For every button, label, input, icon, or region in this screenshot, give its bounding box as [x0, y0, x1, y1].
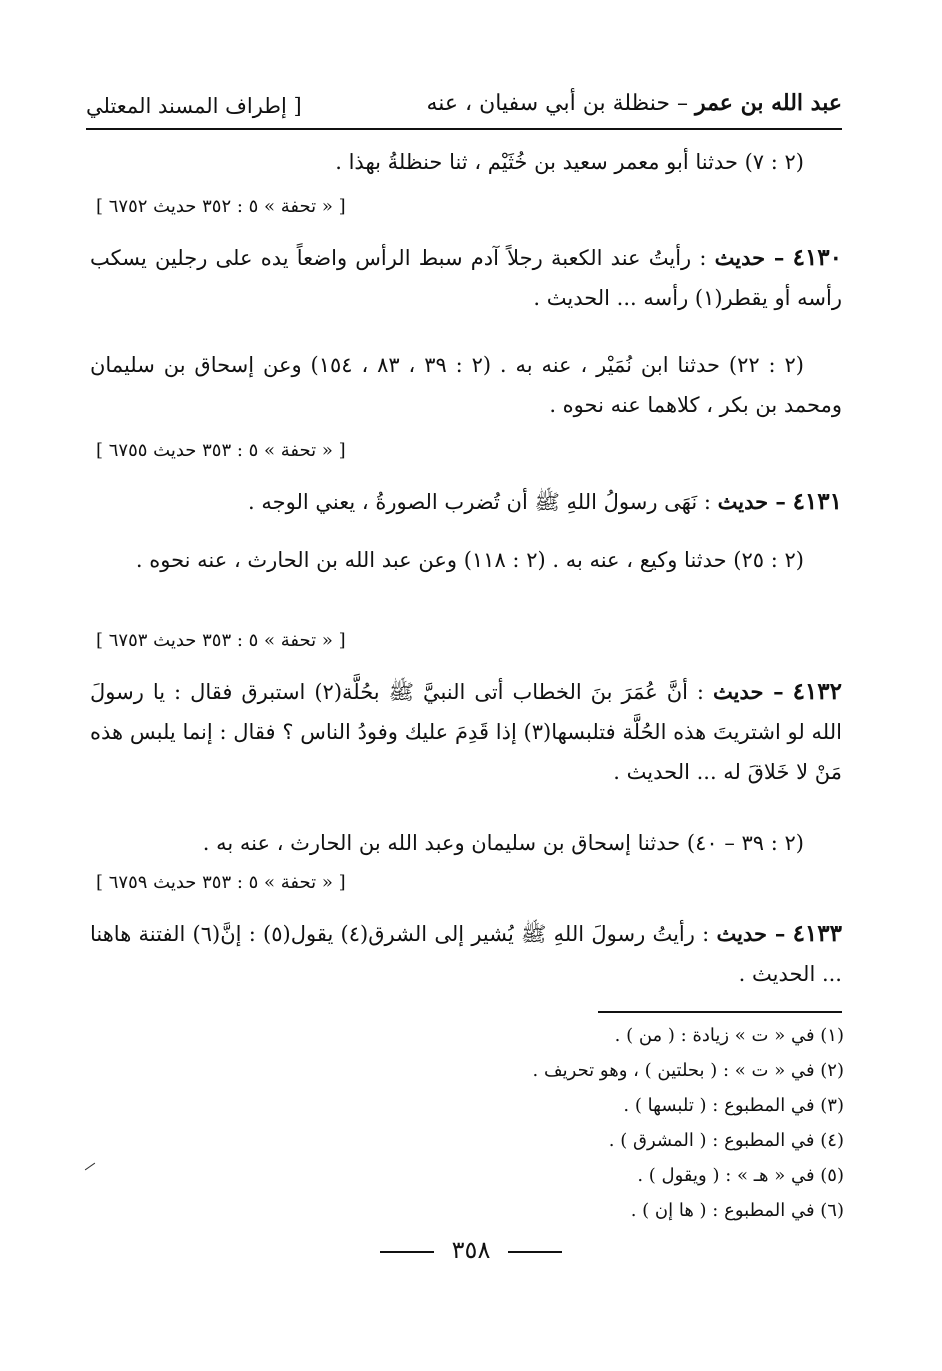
footnotes [344, 1018, 844, 1228]
sanad-4130: (٢ : ٢٢) حدثنا ابن نُمَيْر ، عنه به . (٢ : ٣٩ ، ٨٣ ، ١٥٤) وعن إسحاق بن سليمان ومحمد بن بكر ، كلاهما عنه نحوه . [90, 353, 842, 417]
tuhfa-reference-0: [ « تحفة » ٥ : ٣٥٢ حديث ٦٧٥٢ ] [96, 196, 346, 217]
hadith-number: ٤١٣٠ [792, 244, 843, 271]
footnote-3: (٣) في المطبوع : ( تلبسها ) . [623, 1095, 844, 1116]
hadith-4130 [90, 238, 842, 318]
hadith-label: – حديث [717, 489, 786, 514]
header-chapter-title [426, 90, 842, 116]
header-title-bold: عبد الله بن عمر [694, 90, 842, 116]
tuhfa-reference-4130: [ « تحفة » ٥ : ٣٥٣ حديث ٦٧٥٥ ] [96, 440, 346, 461]
hadith-text: : رأيتُ عند الكعبة رجلاً آدم سبط الرأس واضعاً يده على رجلين يسكب رأسه أو يقطر(١) رأسه ... الحديث . [90, 246, 842, 310]
footnote-6: (٦) في المطبوع : ( ها إن ) . [630, 1200, 844, 1221]
hadith-label: – حديث [713, 679, 784, 704]
footnote-4: (٤) في المطبوع : ( المشرق ) . [608, 1130, 844, 1151]
footnote-5: (٥) في « هـ » : ( ويقول ) . [637, 1165, 844, 1186]
hadith-number: ٤١٣٣ [792, 920, 842, 947]
sanad-4132: (٢ : ٣٩ – ٤٠) حدثنا إسحاق بن سليمان وعبد الله بن الحارث ، عنه به . [202, 831, 804, 855]
hadith-4133 [90, 914, 842, 994]
page-number: ٣٥٨ [451, 1236, 491, 1264]
page-number-dash-left [380, 1251, 434, 1253]
stray-mark [85, 1163, 95, 1171]
footnote-2: (٢) في « ت » : ( بحلتين ) ، وهو تحريف . [532, 1060, 844, 1081]
sanad-line-0: (٢ : ٧) حدثنا أبو معمر سعيد بن خُثَيْم ، ثنا حنظلةُ بهذا . [335, 150, 804, 174]
hadith-text: : نَهَى رسولُ اللهِ ﷺ أن تُضرب الصورةُ ، يعني الوجه . [248, 490, 711, 514]
hadith-text: : أنَّ عُمَرَ بنَ الخطاب أتى النبيَّ ﷺ بحُلَّة(٢) استبرق فقال : يا رسولَ الله لو اشتريتَ هذه الحُلَّة فتلبسها(٣) إذا قَدِمَ عليك وفودُ الناس ؟ فقال : إنما يلبس هذه مَنْ لا خَلاقَ له ... الحديث . [90, 680, 842, 784]
header-book-title: [ إطراف المسند المعتلي [86, 94, 302, 118]
footnote-separator [598, 1011, 842, 1013]
running-header [86, 84, 842, 130]
hadith-label: – حديث [716, 921, 786, 946]
sanad-4131: (٢ : ٢٥) حدثنا وكيع ، عنه به . (٢ : ١١٨) وعن عبد الله بن الحارث ، عنه نحوه . [135, 548, 804, 572]
tuhfa-reference-4131: [ « تحفة » ٥ : ٣٥٣ حديث ٦٧٥٣ ] [96, 630, 346, 651]
hadith-number: ٤١٣١ [792, 488, 842, 515]
hadith-number: ٤١٣٢ [792, 678, 842, 705]
hadith-text: : رأيتُ رسولَ اللهِ ﷺ يُشير إلى الشرق(٤) يقول(٥) : إنَّ(٦) الفتنة هاهنا ... الحديث . [90, 922, 842, 986]
hadith-4131 [90, 482, 842, 522]
page-number-dash-right [508, 1251, 562, 1253]
header-title-rest: – حنظلة بن أبي سفيان ، عنه [426, 91, 688, 116]
page-number-line [0, 1236, 942, 1264]
tuhfa-reference-4132: [ « تحفة » ٥ : ٣٥٣ حديث ٦٧٥٩ ] [96, 872, 346, 893]
hadith-4132 [90, 672, 842, 792]
footnote-1: (١) في « ت » زيادة : ( من ) . [614, 1025, 844, 1046]
hadith-label: – حديث [714, 245, 785, 270]
